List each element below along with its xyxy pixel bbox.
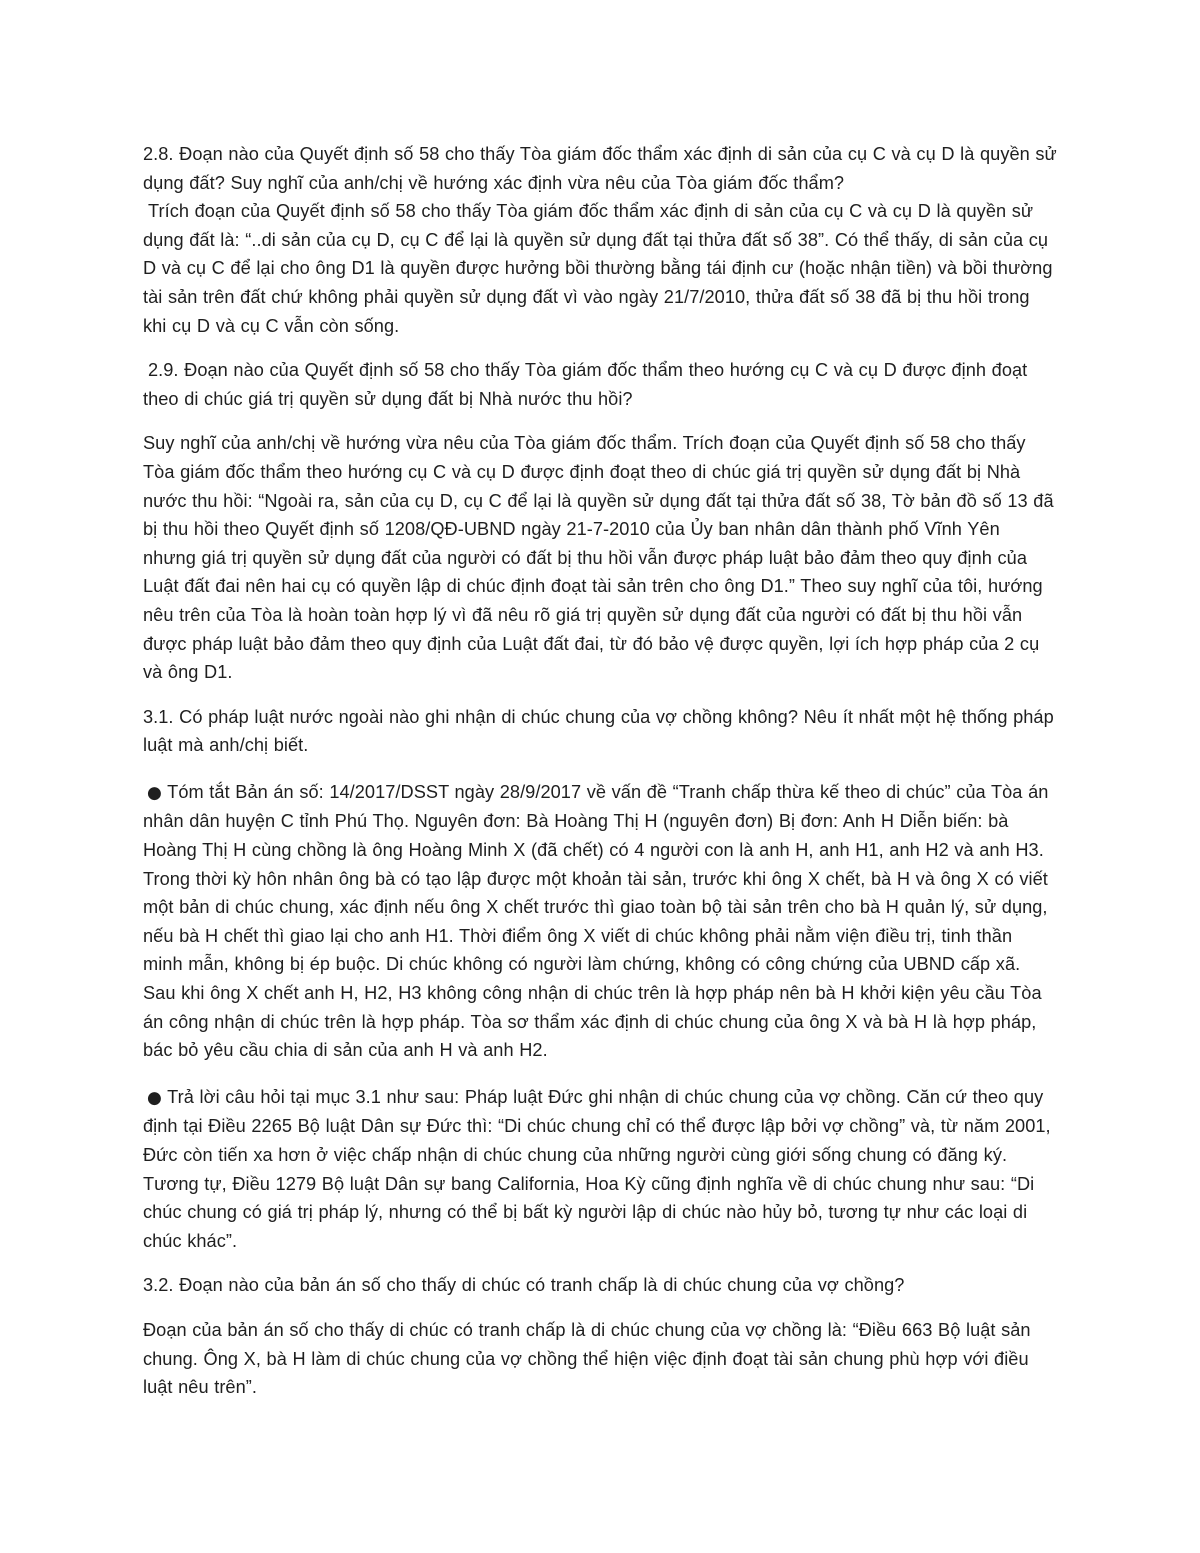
bullet-icon: ● [147, 782, 162, 803]
answer-3-2: Đoạn của bản án số cho thấy di chúc có tranh chấp là di chúc chung của vợ chồng là: “Điều 663 Bộ luật sản chung. Ông X, bà H làm di chúc chung của vợ chồng thể hiện việc định đoạt tài sản chung phù hợp với điều luật nêu trên”. [143, 1319, 1031, 1398]
case-summary-text: Tóm tắt Bản án số: 14/2017/DSST ngày 28/9/2017 về vấn đề “Tranh chấp thừa kế theo di chúc” của Tòa án nhân dân huyện C tỉnh Phú Thọ. Nguyên đơn: Bà Hoàng Thị H (nguyên đơn) Bị đơn: Anh H Diễn biến: bà Hoàng Thị H cùng chồng là ông Hoàng Minh X (đã chết) có 4 người con là anh H, anh H1, anh H2 và anh H3. Trong thời kỳ hôn nhân ông bà có tạo lập được một khoản tài sản, trước khi ông X chết, bà H và ông X có viết một bản di chúc chung, xác định nếu ông X chết trước thì giao toàn bộ tài sản trên cho bà H quản lý, sử dụng, nếu bà H chết thì giao lại cho anh H1. Thời điểm ông X viết di chúc không phải nằm viện điều trị, tinh thần minh mẫn, không bị ép buộc. Di chúc không có người làm chứng, không có công chứng của UBND cấp xã. Sau khi ông X chết anh H, H2, H3 không công nhận di chúc trên là hợp pháp nên bà H khởi kiện yêu cầu Tòa án công nhận di chúc trên là hợp pháp. Tòa sơ thẩm xác định di chúc chung của ông X và bà H là hợp pháp, bác bỏ yêu cầu chia di sản của anh H và anh H2. [143, 781, 1049, 1061]
question-3-1: 3.1. Có pháp luật nước ngoài nào ghi nhận di chúc chung của vợ chồng không? Nêu ít nhất một hệ thống pháp luật mà anh/chị biết. [143, 706, 1054, 756]
answer-3-1 [143, 1083, 1057, 1256]
question-2-9: 2.9. Đoạn nào của Quyết định số 58 cho thấy Tòa giám đốc thẩm theo hướng cụ C và cụ D được định đoạt theo di chúc giá trị quyền sử dụng đất bị Nhà nước thu hồi? [143, 360, 1028, 409]
answer-2-8: Trích đoạn của Quyết định số 58 cho thấy Tòa giám đốc thẩm xác định di sản của cụ C và cụ D là quyền sử dụng đất là: “..di sản của cụ D, cụ C để lại là quyền sử dụng đất tại thửa đất số 38”. Có thể thấy, di sản của cụ D và cụ C để lại cho ông D1 là quyền được hưởng bồi thường bằng tái định cư (hoặc nhận tiền) và bồi thường tài sản trên đất chứ không phải quyền sử dụng đất vì vào ngày 21/7/2010, thửa đất số 38 đã bị thu hồi trong khi cụ D và cụ C vẫn còn sống. [143, 201, 1053, 336]
case-summary [143, 778, 1057, 1065]
bullet-icon: ● [147, 1087, 162, 1108]
answer-3-1-text: Trả lời câu hỏi tại mục 3.1 như sau: Pháp luật Đức ghi nhận di chúc chung của vợ chồng. Căn cứ theo quy định tại Điều 2265 Bộ luật Dân sự Đức thì: “Di chúc chung chỉ có thể được lập bởi vợ chồng” và, từ năm 2001, Đức còn tiến xa hơn ở việc chấp nhận di chúc chung của những người cùng giới sống chung có đăng ký. Tương tự, Điều 1279 Bộ luật Dân sự bang California, Hoa Kỳ cũng định nghĩa về di chúc chung như sau: “Di chúc chung có giá trị pháp lý, nhưng có thể bị bất kỳ người lập di chúc nào hủy bỏ, tương tự như các loại di chúc khác”. [143, 1086, 1051, 1251]
question-3-2: 3.2. Đoạn nào của bản án số cho thấy di chúc có tranh chấp là di chúc chung của vợ chồng? [143, 1275, 905, 1296]
question-2-8: 2.8. Đoạn nào của Quyết định số 58 cho thấy Tòa giám đốc thẩm xác định di sản của cụ C và cụ D là quyền sử dụng đất? Suy nghĩ của anh/chị về hướng xác định vừa nêu của Tòa giám đốc thẩm? [143, 144, 1057, 193]
answer-2-9: Suy nghĩ của anh/chị về hướng vừa nêu của Tòa giám đốc thẩm. Trích đoạn của Quyết định số 58 cho thấy Tòa giám đốc thẩm theo hướng cụ C và cụ D được định đoạt theo di chúc giá trị quyền sử dụng đất bị Nhà nước thu hồi: “Ngoài ra, sản của cụ D, cụ C để lại là quyền sử dụng đất tại thửa đất số 38, Tờ bản đồ số 13 đã bị thu hồi theo Quyết định số 1208/QĐ-UBND ngày 21-7-2010 của Ủy ban nhân dân thành phố Vĩnh Yên nhưng giá trị quyền sử dụng đất của người có đất bị thu hồi vẫn được pháp luật bảo đảm theo quy định của Luật đất đai nên hai cụ có quyền lập di chúc định đoạt tài sản trên cho ông D1.” Theo suy nghĩ của tôi, hướng nêu trên của Tòa là hoàn toàn hợp lý vì đã nêu rõ giá trị quyền sử dụng đất của người có đất bị thu hồi vẫn được pháp luật bảo đảm theo quy định của Luật đất đai, từ đó bảo vệ được quyền, lợi ích hợp pháp của 2 cụ và ông D1. [143, 433, 1054, 683]
